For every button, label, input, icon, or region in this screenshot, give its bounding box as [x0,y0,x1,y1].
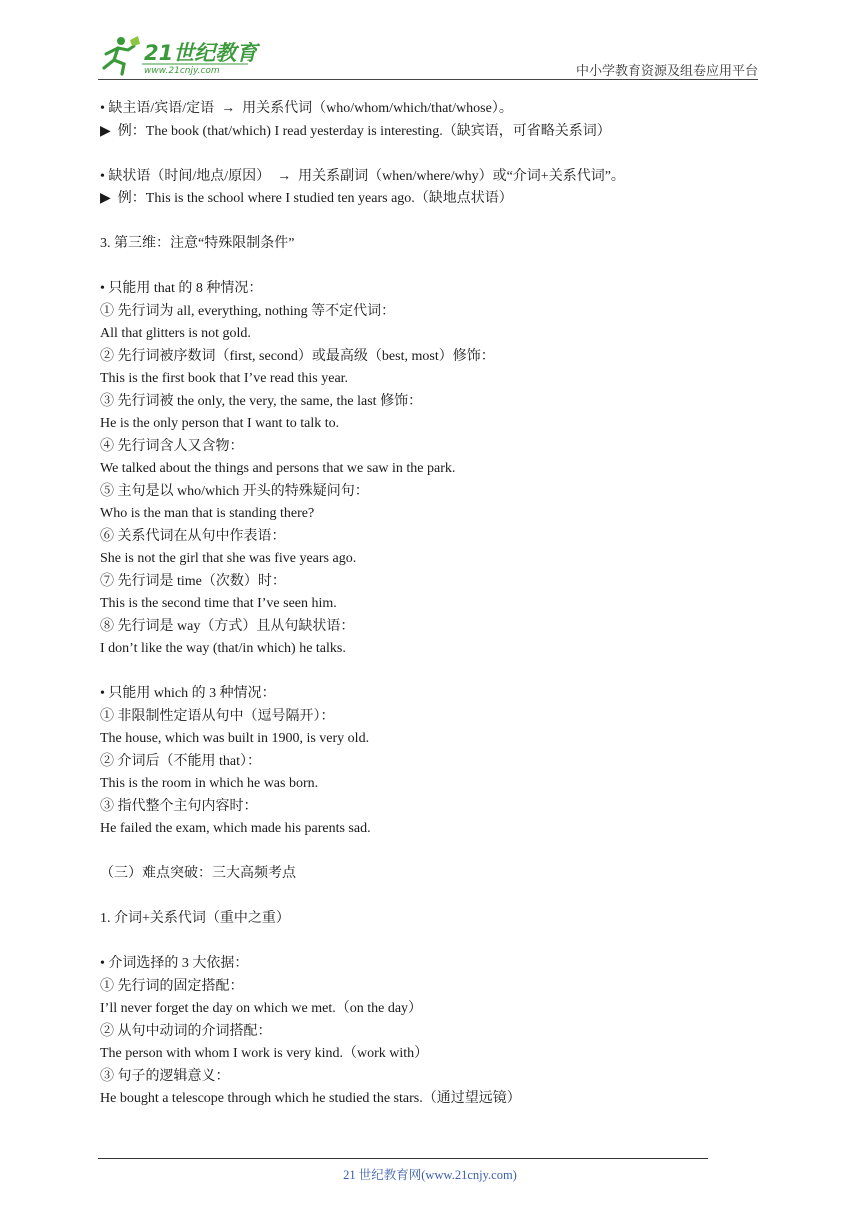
text-line: • 缺主语/宾语/定语 → 用关系代词（who/whom/which/that/whose）。 [100,101,513,116]
platform-title: 中小学教育资源及组卷应用平台 [575,64,758,79]
blank-line [100,143,740,166]
blank-line [100,661,740,684]
blank-line [100,931,740,954]
text-line: ▶ 例：This is the school where I studied ten years ago.（缺地点状语） [100,191,513,206]
text-line: 3. 第三维：注意“特殊限制条件” [100,236,295,251]
text-line: ③ 先行词被 the only, the very, the same, the last 修饰： [100,393,423,409]
blank-line [100,886,740,909]
text-line: I don’t like the way (that/in which) he talks. [100,641,346,656]
text-line: （三）难点突破：三大高频考点 [100,866,296,881]
footer-divider [98,1158,708,1159]
text-line: • 缺状语（时间/地点/原因） → 用关系副词（when/where/why）或“介词+关系代词”。 [100,168,625,184]
text-line: He is the only person that I want to talk to. [100,416,340,431]
text-line: • 只能用 which 的 3 种情况： [100,686,276,701]
text-line: ③ 指代整个主句内容时： [100,798,258,814]
text-line: Who is the man that is standing there? [100,506,315,521]
runner-icon [104,36,140,74]
text-line: ⑦ 先行词是 time（次数）时： [100,573,286,589]
text-line: ② 先行词被序数词（first, second）或最高级（best, most）修饰： [100,348,495,364]
text-line: ① 先行词的固定搭配： [100,978,244,994]
logo-text: 21世纪教育 [144,41,258,65]
text-line: ② 从句中动词的介词搭配： [100,1023,272,1039]
text-line: The person with whom I work is very kind.（work with） [100,1046,429,1061]
blank-line [100,841,740,864]
text-line: This is the room in which he was born. [100,776,319,791]
text-line: This is the second time that I’ve seen him. [100,596,337,611]
blank-line [100,211,740,234]
text-line: All that glitters is not gold. [100,326,251,341]
logo-url: www.21cnjy.com [144,66,220,76]
document-body [100,98,740,1111]
text-line: I’ll never forget the day on which we met.（on the day） [100,1001,423,1016]
text-line: ③ 句子的逻辑意义： [100,1068,230,1084]
text-line: This is the first book that I’ve read this year. [100,371,349,386]
site-logo [98,34,268,78]
text-line: ⑥ 关系代词在从句中作表语： [100,528,286,544]
footer-link[interactable]: 21 世纪教育网(www.21cnjy.com) [343,1168,517,1182]
text-line: ⑤ 主句是以 who/which 开头的特殊疑问句： [100,483,369,499]
text-line: 1. 介词+关系代词（重中之重） [100,911,290,926]
text-line: We talked about the things and persons that we saw in the park. [100,461,456,476]
text-line: The house, which was built in 1900, is very old. [100,731,370,746]
text-line: He failed the exam, which made his parents sad. [100,821,371,836]
text-line: ① 先行词为 all, everything, nothing 等不定代词： [100,303,396,319]
text-line: She is not the girl that she was five years ago. [100,551,357,566]
blank-line [100,256,740,279]
text-line: ② 介词后（不能用 that）： [100,753,261,769]
header-divider [98,79,758,80]
text-line: • 介词选择的 3 大依据： [100,956,249,971]
text-line: ① 非限制性定语从句中（逗号隔开）： [100,708,335,724]
text-line: • 只能用 that 的 8 种情况： [100,281,263,296]
text-line: He bought a telescope through which he studied the stars.（通过望远镜） [100,1091,521,1106]
text-line: ④ 先行词含人又含物： [100,438,244,454]
page-header [98,34,758,80]
text-line: ⑧ 先行词是 way（方式）且从句缺状语： [100,618,355,634]
text-line: ▶ 例：The book (that/which) I read yesterday is interesting.（缺宾语，可省略关系词） [100,123,611,139]
